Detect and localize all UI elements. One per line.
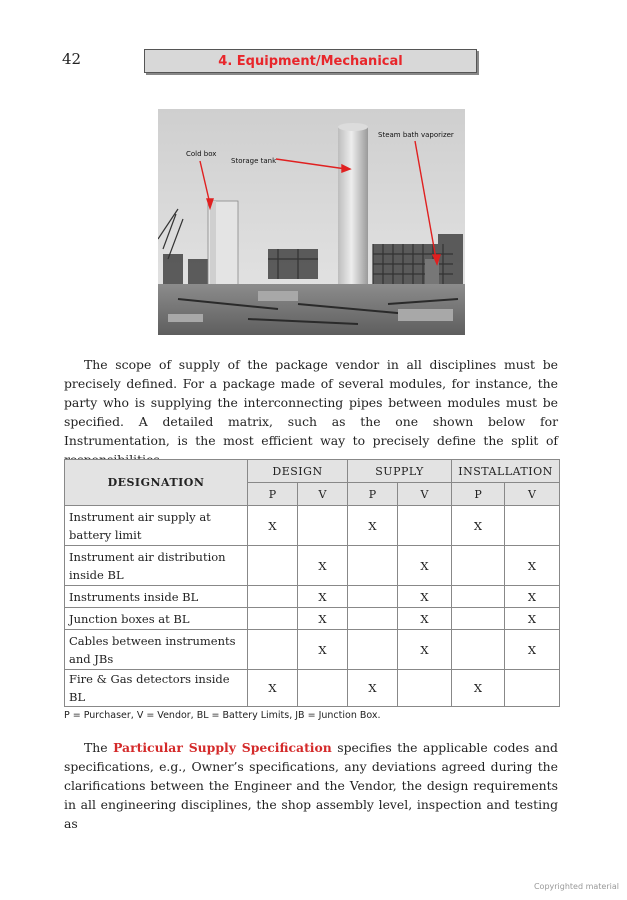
row-label: Fire & Gas detectors inside BL bbox=[65, 670, 248, 707]
installation-header: INSTALLATION bbox=[452, 460, 560, 483]
designation-header: DESIGNATION bbox=[65, 460, 248, 506]
page-number: 42 bbox=[62, 50, 82, 68]
label-vaporizer: Steam bath vaporizer bbox=[378, 131, 454, 139]
table-row bbox=[65, 670, 560, 707]
table-cell bbox=[452, 630, 505, 670]
design-purchaser-header: P bbox=[248, 483, 298, 506]
table-cell bbox=[298, 506, 348, 546]
table-cell: X bbox=[298, 608, 348, 630]
table-cell: X bbox=[298, 586, 348, 608]
table-row bbox=[65, 630, 560, 670]
table-cell: X bbox=[398, 546, 452, 586]
chapter-title-banner: 4. Equipment/Mechanical bbox=[144, 49, 477, 73]
table-cell: X bbox=[298, 546, 348, 586]
paragraph-scope-of-supply: The scope of supply of the package vendor in all disciplines must be precisely defined. For a package made of several modules, for instance, the party who is supplying the interconnecting pipes between modules must be specified. A detailed matrix, such as the one shown below for Instrumentation, is the most efficient way to precisely define the split of bbox=[64, 357, 558, 448]
table-row bbox=[65, 586, 560, 608]
storage-tank bbox=[338, 127, 368, 295]
table-cell bbox=[398, 506, 452, 546]
table-cell: X bbox=[248, 670, 298, 707]
table-cell: X bbox=[505, 630, 560, 670]
table-cell bbox=[248, 586, 298, 608]
table-cell bbox=[452, 546, 505, 586]
table-cell bbox=[348, 586, 398, 608]
table-cell: X bbox=[505, 546, 560, 586]
equipment-photo bbox=[158, 109, 465, 335]
table-cell bbox=[452, 608, 505, 630]
table-cell: X bbox=[452, 506, 505, 546]
particular-supply-specification-term: Particular Supply Specification bbox=[113, 740, 332, 755]
table-cell: X bbox=[398, 608, 452, 630]
table-cell bbox=[248, 608, 298, 630]
table-cell bbox=[298, 670, 348, 707]
responsibility-matrix bbox=[64, 459, 560, 707]
paragraph-particular-supply-specification bbox=[64, 738, 558, 833]
table-cell: X bbox=[248, 506, 298, 546]
table-cell bbox=[505, 670, 560, 707]
table-cell bbox=[398, 670, 452, 707]
table-cell: X bbox=[505, 608, 560, 630]
table-cell: X bbox=[398, 586, 452, 608]
paragraph2-before: The bbox=[84, 740, 114, 755]
table-cell: X bbox=[398, 630, 452, 670]
design-header: DESIGN bbox=[248, 460, 348, 483]
table-cell: X bbox=[348, 506, 398, 546]
design-vendor-header: V bbox=[298, 483, 348, 506]
row-label: Instrument air supply at battery limit bbox=[65, 506, 248, 546]
table-cell bbox=[348, 608, 398, 630]
row-label: Junction boxes at BL bbox=[65, 608, 248, 630]
table-cell bbox=[505, 506, 560, 546]
table-cell bbox=[248, 546, 298, 586]
supply-vendor-header: V bbox=[398, 483, 452, 506]
row-label: Instrument air distribution inside BL bbox=[65, 546, 248, 586]
table-cell: X bbox=[505, 586, 560, 608]
paragraph2-after: specifies the applicable codes and specifications, e.g., Owner’s specifications, any deviations agreed during the clarifications between the Engineer and the Vendor, the design requirements in all engineering disciplines, the shop assembly level, inspection and testing as bbox=[64, 740, 558, 831]
installation-purchaser-header: P bbox=[452, 483, 505, 506]
table-footnote: P = Purchaser, V = Vendor, BL = Battery Limits, JB = Junction Box. bbox=[64, 710, 381, 721]
copyright-notice: Copyrighted material bbox=[533, 882, 619, 891]
table-row bbox=[65, 506, 560, 546]
table-row bbox=[65, 608, 560, 630]
table-row bbox=[65, 546, 560, 586]
supply-purchaser-header: P bbox=[348, 483, 398, 506]
supply-header: SUPPLY bbox=[348, 460, 452, 483]
label-cold-box: Cold box bbox=[186, 150, 217, 158]
table-cell bbox=[248, 630, 298, 670]
table-cell bbox=[452, 586, 505, 608]
table-cell: X bbox=[298, 630, 348, 670]
row-label: Cables between instruments and JBs bbox=[65, 630, 248, 670]
row-label: Instruments inside BL bbox=[65, 586, 248, 608]
table-cell bbox=[348, 630, 398, 670]
table-cell bbox=[348, 546, 398, 586]
label-storage-tank: Storage tank bbox=[231, 157, 277, 165]
photo-illustration bbox=[158, 109, 465, 335]
table-cell: X bbox=[452, 670, 505, 707]
installation-vendor-header: V bbox=[505, 483, 560, 506]
table-cell: X bbox=[348, 670, 398, 707]
